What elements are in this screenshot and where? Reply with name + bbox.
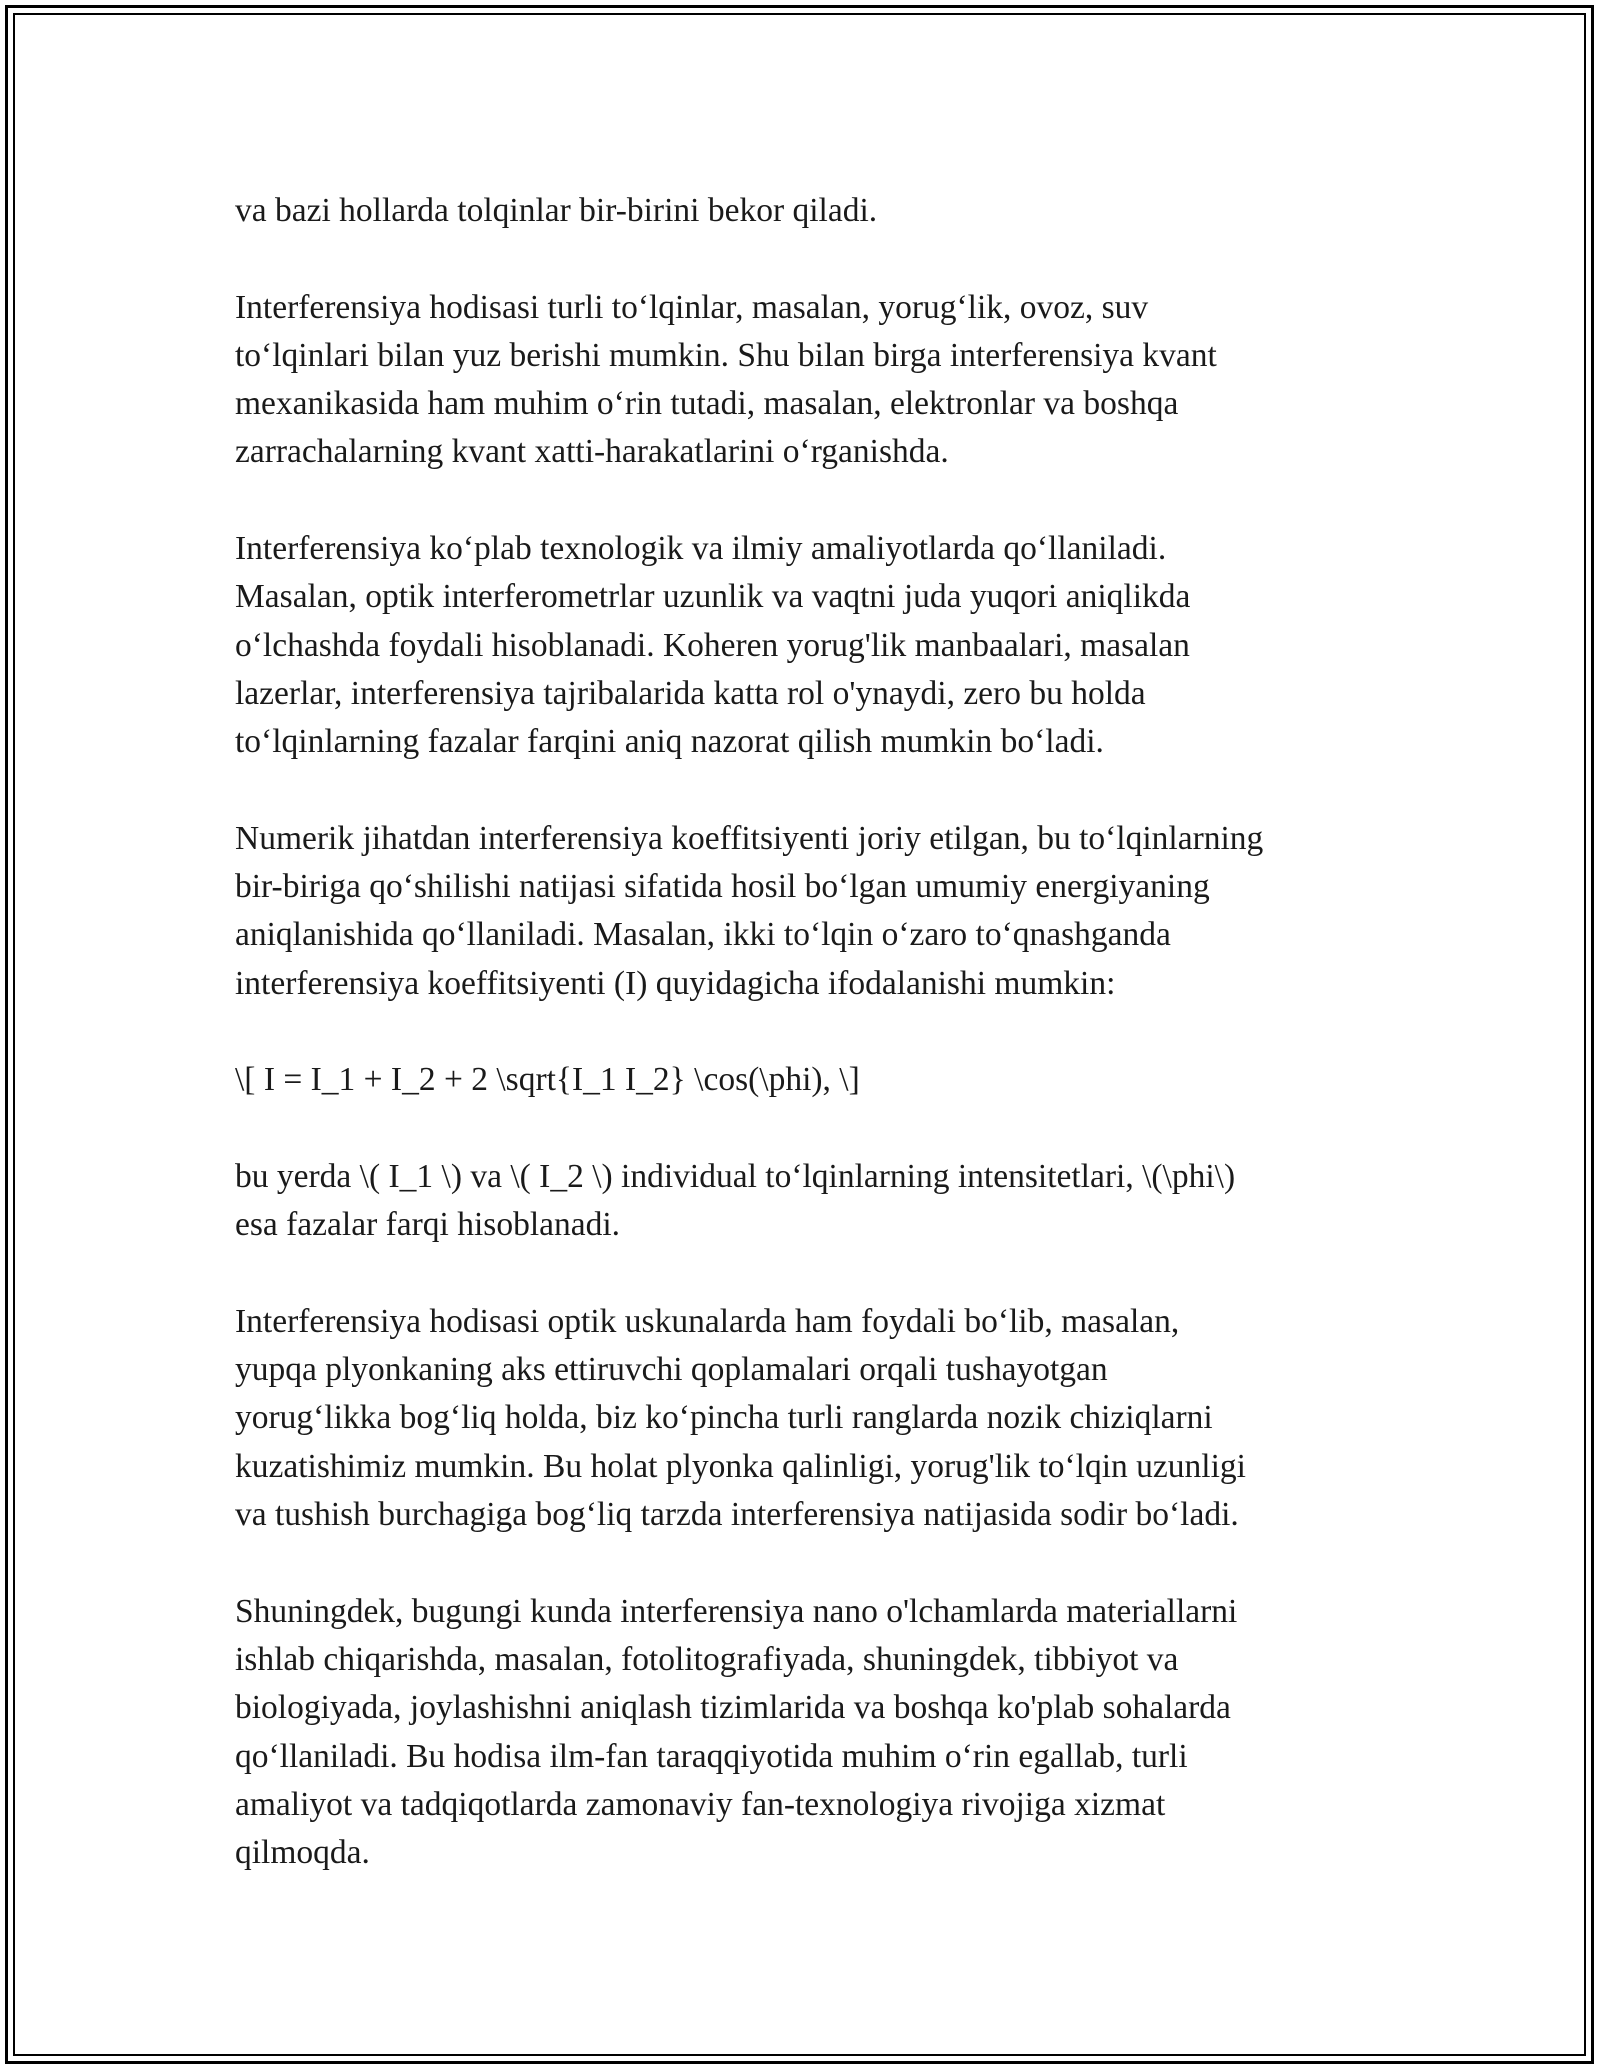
document-body: [235, 187, 1390, 1877]
paragraph-thin-film: Interferensiya hodisasi optik uskunalarda ham foydali bo‘lib, masalan, yupqa plyonkaning aks ettiruvchi qoplamalari orqali tushayotgan yorug‘likka bog‘liq holda, biz ko‘pincha turli ranglarda nozik chiziqlarni kuzatishimiz mumkin. Bu holat plyonka qalinligi, yorug'lik to‘lqin uzunligi va tushish burchagiga bog‘liq tarzda interferensiya natijasida sodir bo‘ladi.: [235, 1302, 1246, 1534]
paragraph-intro-fragment: va bazi hollarda tolqinlar bir-birini bekor qiladi.: [235, 192, 878, 229]
paragraph-modern-uses: Shuningdek, bugungi kunda interferensiya nano o'lchamlarda materiallarni ishlab chiqarishda, masalan, fotolitografiyada, shuningdek, tibbiyot va biologiyada, joylashishni aniqlash tizimlarida va boshqa ko'plab sohalarda qo‘llaniladi. Bu hodisa ilm-fan taraqqiyotida muhim o‘rin egallab, turli amaliyot va tadqiqotlarda zamonaviy fan-texnologiya rivojiga xizmat qilmoqda.: [235, 1592, 1238, 1872]
formula-interference-intensity: \[ I = I_1 + I_2 + 2 \sqrt{I_1 I_2} \cos(\phi), \]: [235, 1061, 860, 1099]
paragraph-coefficient: Numerik jihatdan interferensiya koeffitsiyenti joriy etilgan, bu to‘lqinlarning bir-biriga qo‘shilishi natijasi sifatida hosil bo‘lgan umumiy energiyaning aniqlanishida qo‘llaniladi. Masalan, ikki to‘lqin o‘zaro to‘qnashganda interferensiya koeffitsiyenti (I) quyidagicha ifodalanishi mumkin:: [235, 819, 1264, 1002]
paragraph-formula-explanation: bu yerda \( I_1 \) va \( I_2 \) individual to‘lqinlarning intensitetlari, \(\phi\) esa fazalar farqi hisoblanadi.: [235, 1157, 1236, 1244]
paragraph-applications: Interferensiya ko‘plab texnologik va ilmiy amaliyotlarda qo‘llaniladi. Masalan, optik interferometrlar uzunlik va vaqtni juda yuqori aniqlikda o‘lchashda foydali hisoblanadi. Koheren yorug'lik manbaalari, masalan lazerlar, interferensiya tajribalarida katta rol o'ynaydi, zero bu holda to‘lqinlarning fazalar farqini aniq nazorat qilish mumkin bo‘ladi.: [235, 530, 1191, 761]
paragraph-wave-types: Interferensiya hodisasi turli to‘lqinlar, masalan, yorug‘lik, ovoz, suv to‘lqinlari bilan yuz berishi mumkin. Shu bilan birga interferensiya kvant mexanikasida ham muhim o‘rin tutadi, masalan, elektronlar va boshqa zarrachalarning kvant xatti-harakatlarini o‘rganishda.: [235, 288, 1217, 471]
